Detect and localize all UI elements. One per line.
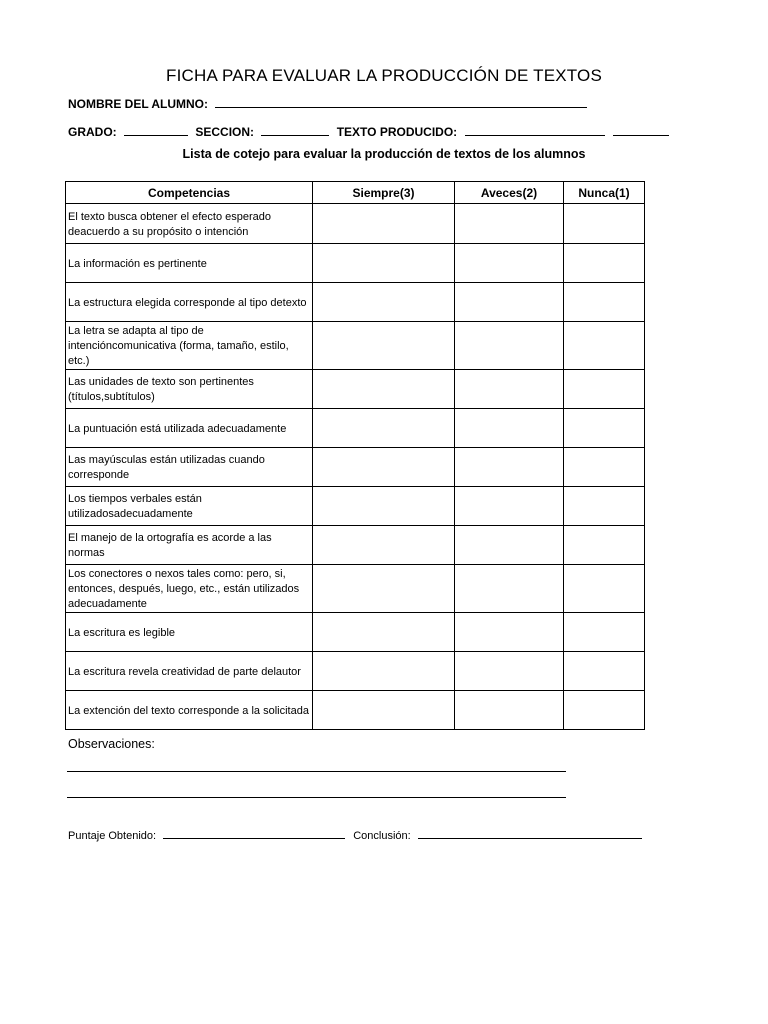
section-label: SECCION: xyxy=(195,125,255,139)
competency-cell: Las unidades de texto son pertinentes (títulos,subtítulos) xyxy=(66,370,313,409)
siempre-cell[interactable] xyxy=(313,526,455,565)
table-row xyxy=(66,409,645,448)
section-blank[interactable] xyxy=(261,124,329,136)
aveces-cell[interactable] xyxy=(455,487,564,526)
nunca-cell[interactable] xyxy=(564,448,645,487)
siempre-cell[interactable] xyxy=(313,565,455,613)
aveces-cell[interactable] xyxy=(455,565,564,613)
aveces-cell[interactable] xyxy=(455,613,564,652)
competency-cell: Las mayúsculas están utilizadas cuando corresponde xyxy=(66,448,313,487)
header-siempre: Siempre(3) xyxy=(313,182,455,204)
table-row xyxy=(66,691,645,730)
produced-text-blank[interactable] xyxy=(465,124,605,136)
grade-blank[interactable] xyxy=(124,124,188,136)
aveces-cell[interactable] xyxy=(455,691,564,730)
table-row xyxy=(66,370,645,409)
aveces-cell[interactable] xyxy=(455,448,564,487)
table-row xyxy=(66,244,645,283)
document-title: FICHA PARA EVALUAR LA PRODUCCIÓN DE TEXTOS xyxy=(165,66,603,85)
aveces-cell[interactable] xyxy=(455,409,564,448)
competency-cell: La extención del texto corresponde a la solicitada xyxy=(66,691,313,730)
competency-cell: La puntuación está utilizada adecuadamente xyxy=(66,409,313,448)
nunca-cell[interactable] xyxy=(564,565,645,613)
siempre-cell[interactable] xyxy=(313,691,455,730)
nunca-cell[interactable] xyxy=(564,244,645,283)
siempre-cell[interactable] xyxy=(313,652,455,691)
table-row xyxy=(66,487,645,526)
table-header-row xyxy=(66,182,645,204)
evaluation-table xyxy=(65,181,645,730)
produced-text-blank-2[interactable] xyxy=(613,124,669,136)
aveces-cell[interactable] xyxy=(455,322,564,370)
nunca-cell[interactable] xyxy=(564,526,645,565)
conclusion-blank[interactable] xyxy=(418,828,642,839)
header-nunca: Nunca(1) xyxy=(564,182,645,204)
nunca-cell[interactable] xyxy=(564,613,645,652)
grade-label: GRADO: xyxy=(68,125,117,139)
table-row xyxy=(66,526,645,565)
nunca-cell[interactable] xyxy=(564,322,645,370)
grade-section-line xyxy=(68,124,669,139)
siempre-cell[interactable] xyxy=(313,204,455,244)
siempre-cell[interactable] xyxy=(313,448,455,487)
table-row xyxy=(66,204,645,244)
competency-cell: La letra se adapta al tipo de intencióncomunicativa (forma, tamaño, estilo, etc.) xyxy=(66,322,313,370)
competency-cell: El manejo de la ortografía es acorde a las normas xyxy=(66,526,313,565)
siempre-cell[interactable] xyxy=(313,409,455,448)
siempre-cell[interactable] xyxy=(313,370,455,409)
student-name-label: NOMBRE DEL ALUMNO: xyxy=(68,97,208,111)
nunca-cell[interactable] xyxy=(564,370,645,409)
siempre-cell[interactable] xyxy=(313,244,455,283)
competency-cell: La estructura elegida corresponde al tipo detexto xyxy=(66,283,313,322)
score-label: Puntaje Obtenido: xyxy=(68,830,157,842)
header-aveces: Aveces(2) xyxy=(455,182,564,204)
siempre-cell[interactable] xyxy=(313,613,455,652)
competency-cell: Los tiempos verbales están utilizadosadecuadamente xyxy=(66,487,313,526)
table-row xyxy=(66,283,645,322)
student-name-line xyxy=(68,96,587,111)
observations-label: Observaciones: xyxy=(68,737,155,751)
competency-cell: Los conectores o nexos tales como: pero, si, entonces, después, luego, etc., están utilizados adecuadamente xyxy=(66,565,313,613)
nunca-cell[interactable] xyxy=(564,283,645,322)
student-name-blank[interactable] xyxy=(215,96,587,108)
conclusion-label: Conclusión: xyxy=(353,830,411,842)
produced-text-label: TEXTO PRODUCIDO: xyxy=(336,125,458,139)
nunca-cell[interactable] xyxy=(564,409,645,448)
observations-line-1[interactable] xyxy=(67,771,566,772)
checklist-subtitle: Lista de cotejo para evaluar la producción de textos de los alumnos xyxy=(182,147,586,161)
table-row xyxy=(66,322,645,370)
competency-cell: La escritura es legible xyxy=(66,613,313,652)
aveces-cell[interactable] xyxy=(455,526,564,565)
score-blank[interactable] xyxy=(163,828,345,839)
aveces-cell[interactable] xyxy=(455,652,564,691)
aveces-cell[interactable] xyxy=(455,283,564,322)
nunca-cell[interactable] xyxy=(564,204,645,244)
observations-line-2[interactable] xyxy=(67,797,566,798)
competency-cell: La información es pertinente xyxy=(66,244,313,283)
competency-cell: El texto busca obtener el efecto esperado deacuerdo a su propósito o intención xyxy=(66,204,313,244)
aveces-cell[interactable] xyxy=(455,204,564,244)
siempre-cell[interactable] xyxy=(313,487,455,526)
table-row xyxy=(66,448,645,487)
aveces-cell[interactable] xyxy=(455,370,564,409)
nunca-cell[interactable] xyxy=(564,652,645,691)
competency-cell: La escritura revela creatividad de parte delautor xyxy=(66,652,313,691)
table-row xyxy=(66,652,645,691)
score-conclusion-line xyxy=(68,828,642,842)
table-row xyxy=(66,565,645,613)
table-row xyxy=(66,613,645,652)
aveces-cell[interactable] xyxy=(455,244,564,283)
nunca-cell[interactable] xyxy=(564,691,645,730)
siempre-cell[interactable] xyxy=(313,283,455,322)
header-competencias: Competencias xyxy=(66,182,313,204)
nunca-cell[interactable] xyxy=(564,487,645,526)
siempre-cell[interactable] xyxy=(313,322,455,370)
